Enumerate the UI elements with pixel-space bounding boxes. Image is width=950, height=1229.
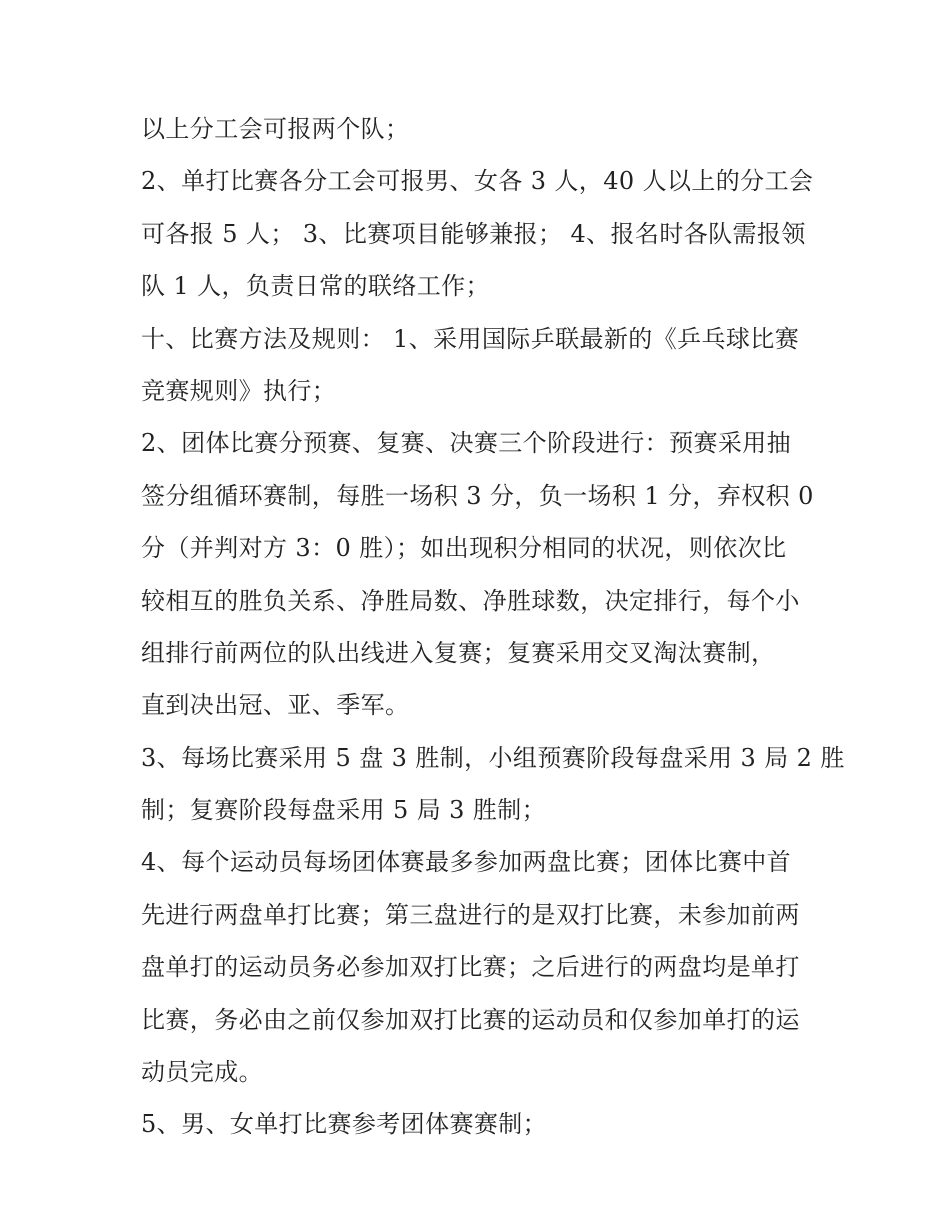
text-line-13: 3、每场比赛采用 5 盘 3 胜制，小组预赛阶段每盘采用 3 局 2 胜 (141, 743, 845, 772)
text-line-19: 动员完成。 (141, 1058, 263, 1087)
text-line-11: 组排行前两位的队出线进入复赛；复赛采用交叉淘汰赛制， (141, 638, 776, 667)
text-line-4: 队 1 人，负责日常的联络工作； (141, 272, 490, 301)
text-line-12: 直到决出冠、亚、季军。 (141, 691, 410, 720)
text-line-16: 先进行两盘单打比赛；第三盘进行的是双打比赛，未参加前两 (141, 900, 800, 929)
text-line-10: 较相互的胜负关系、净胜局数、净胜球数，决定排行，每个小 (141, 586, 800, 615)
text-line-6: 竞赛规则》执行； (141, 376, 337, 405)
text-line-8: 签分组循环赛制，每胜一场积 3 分，负一场积 1 分，弃权积 0 (141, 481, 814, 510)
text-line-2: 2、单打比赛各分工会可报男、女各 3 人，40 人以上的分工会 (141, 167, 814, 196)
text-line-1: 以上分工会可报两个队； (141, 115, 410, 143)
text-line-7: 2、团体比赛分预赛、复赛、决赛三个阶段进行：预赛采用抽 (141, 429, 792, 458)
text-line-5: 十、比赛方法及规则： 1、采用国际乒联最新的《乒乓球比赛 (141, 324, 800, 353)
text-line-9: 分（并判对方 3：0 胜）；如出现积分相同的状况，则依次比 (141, 534, 787, 563)
text-line-14: 制；复赛阶段每盘采用 5 局 3 胜制； (141, 796, 547, 825)
text-line-18: 比赛，务必由之前仅参加双打比赛的运动员和仅参加单打的运 (141, 1005, 800, 1034)
text-line-15: 4、每个运动员每场团体赛最多参加两盘比赛；团体比赛中首 (141, 848, 792, 877)
document-body (141, 103, 845, 1151)
text-line-17: 盘单打的运动员务必参加双打比赛；之后进行的两盘均是单打 (141, 953, 800, 982)
text-line-20: 5、男、女单打比赛参考团体赛赛制； (141, 1110, 548, 1139)
text-line-3: 可各报 5 人； 3、比赛项目能够兼报； 4、报名时各队需报领 (141, 219, 806, 248)
